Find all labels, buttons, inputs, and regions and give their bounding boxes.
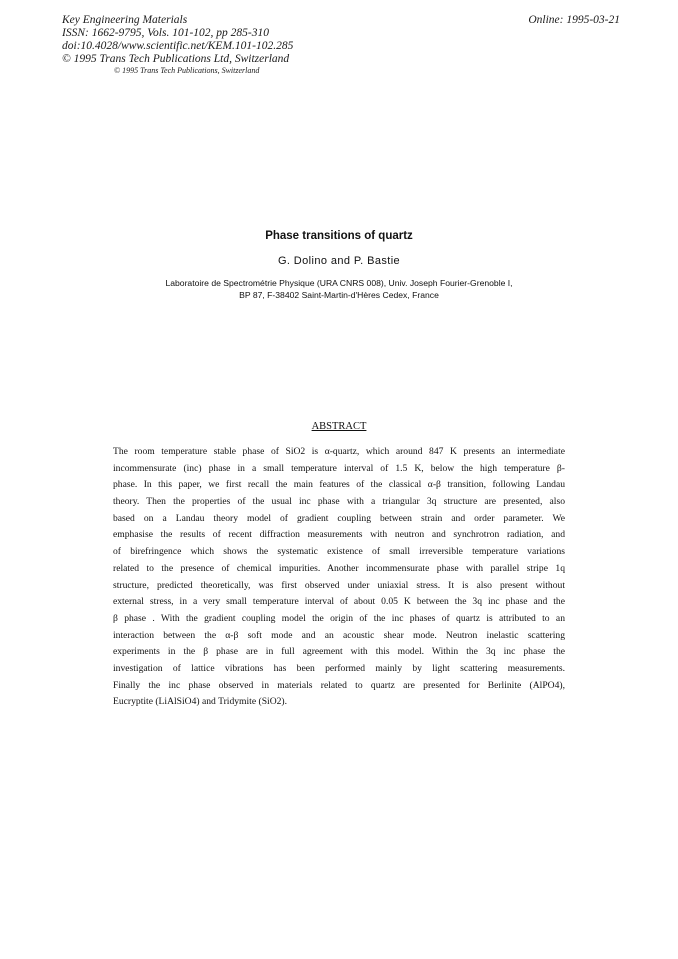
- paper-title: Phase transitions of quartz: [265, 230, 413, 242]
- journal-name: Key Engineering Materials: [62, 14, 188, 26]
- abstract-body: [113, 444, 565, 711]
- abstract-line: phase. In this paper, we first recall the main features of the classical α-β transition, following Landau: [113, 479, 565, 491]
- abstract-line: external stress, in a very small temperature interval of about 0.05 K between the 3q inc phase and the: [113, 596, 565, 608]
- abstract-line: investigation of lattice vibrations has been performed mainly by light scattering measurements.: [113, 662, 565, 674]
- abstract-line: interaction between the α-β soft mode and an acoustic shear mode. Neutron inelastic scattering: [113, 629, 565, 641]
- abstract-line: Finally the inc phase observed in materials related to quartz are presented for Berlinite (AlPO4),: [113, 679, 565, 691]
- affiliation-line-1: Laboratoire de Spectrométrie Physique (URA CNRS 008), Univ. Joseph Fourier-Grenoble I,: [165, 278, 513, 288]
- abstract-line: The room temperature stable phase of SiO2 is α-quartz, which around 847 K presents an intermediate: [113, 446, 565, 457]
- abstract-heading: ABSTRACT: [311, 421, 367, 432]
- abstract-line: β phase . With the gradient coupling model the origin of the inc phases of quartz is attributed to an: [113, 612, 565, 624]
- abstract-line: experiments in the β phase are in full agreement with this model. Within the 3q inc phase the: [113, 646, 565, 658]
- abstract-line: theory. Then the properties of the usual inc phase with a triangular 3q structure are presented, also: [113, 496, 565, 508]
- abstract-line: related to the presence of chemical impurities. Another incommensurate phase with parallel stripe 1q: [113, 562, 565, 574]
- issn-line: ISSN: 1662-9795, Vols. 101-102, pp 285-310: [62, 27, 269, 39]
- doi-line: doi:10.4028/www.scientific.net/KEM.101-102.285: [62, 40, 294, 52]
- abstract-line: incommensurate (inc) phase in a small temperature interval of 1.5 K, below the high temperature β-: [113, 462, 565, 474]
- abstract-line: Eucryptite (LiAlSiO4) and Tridymite (SiO2).: [113, 696, 288, 708]
- paper-authors: G. Dolino and P. Bastie: [277, 255, 401, 267]
- affiliation-line-2: BP 87, F-38402 Saint-Martin-d'Hères Cedex, France: [239, 290, 439, 300]
- copyright-line: © 1995 Trans Tech Publications Ltd, Switzerland: [62, 53, 290, 65]
- abstract-line: based on a Landau theory model of gradient coupling between strain and order parameter. We: [113, 512, 565, 524]
- abstract-line: structure, predicted theoretically, was first observed under uniaxial stress. It is also present without: [113, 579, 565, 591]
- abstract-line: emphasise the results of recent diffraction measurements with neutron and synchrotron radiation, and: [113, 529, 565, 541]
- online-date: Online: 1995-03-21: [528, 14, 620, 26]
- small-copyright: © 1995 Trans Tech Publications, Switzerland: [114, 66, 260, 75]
- abstract-line: of birefringence which shows the systematic existence of small irreversible temperature variations: [113, 546, 565, 558]
